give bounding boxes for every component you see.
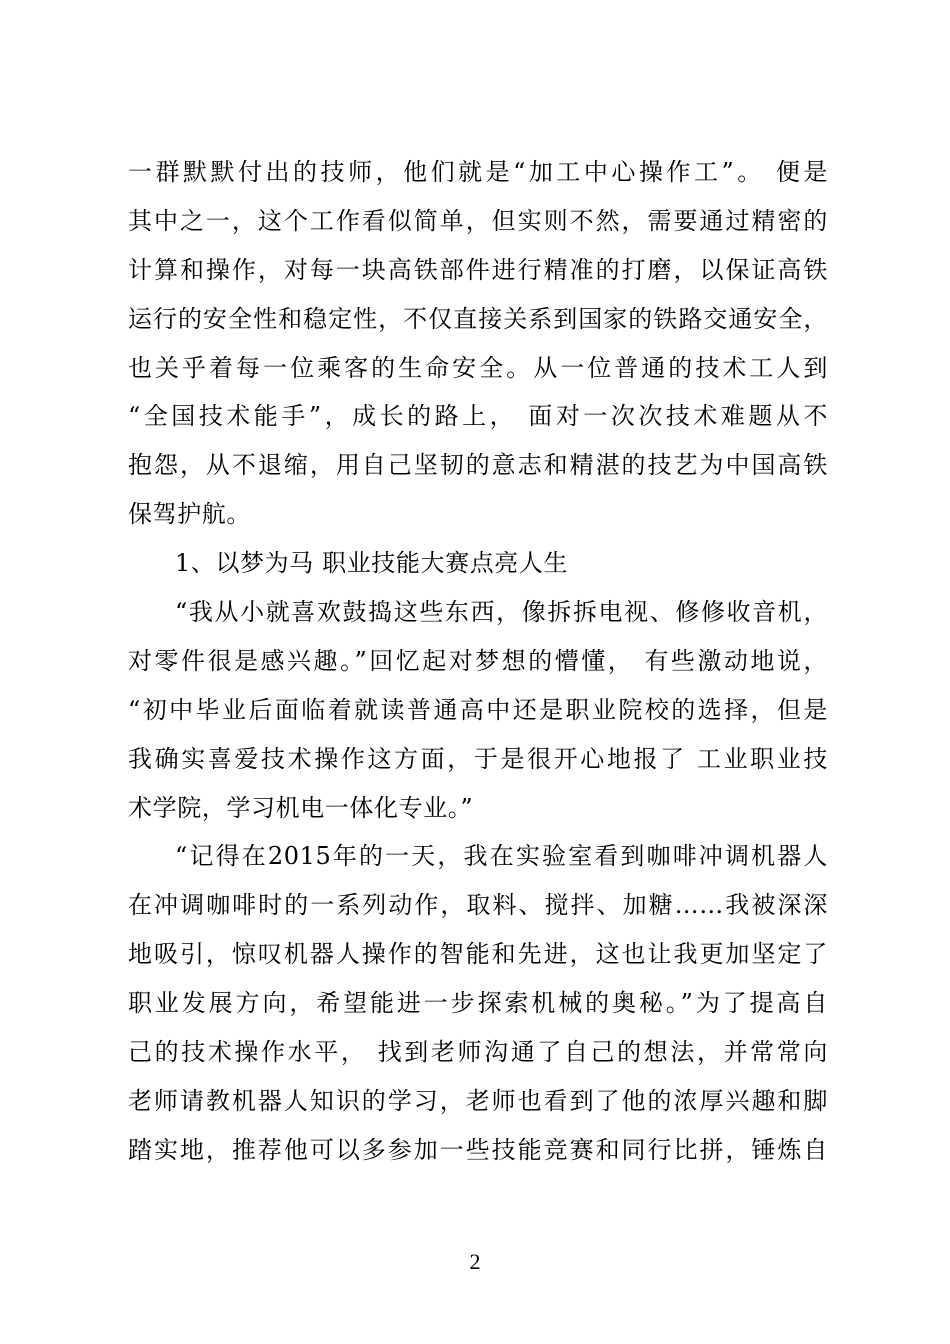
text-line: 也关乎着每一位乘客的生命安全。从一位普通的技术工人到 <box>128 353 828 382</box>
body-text <box>128 148 828 1175</box>
text-line: 在冲调咖啡时的一系列动作，取料、搅拌、加糖……我被深深 <box>128 891 828 920</box>
text-line: 踏实地，推荐他可以多参加一些技能竞赛和同行比拼，锤炼自 <box>128 1135 828 1164</box>
text-line: 术学院，学习机电一体化专业。” <box>128 793 474 822</box>
text-line: 运行的安全性和稳定性，不仅直接关系到国家的铁路交通安全， <box>128 304 828 333</box>
text-line: “我从小就喜欢鼓捣这些东西，像拆拆电视、修修收音机， <box>175 598 828 627</box>
text-line: “全国技术能手”，成长的路上， 面对一次次技术难题从不 <box>128 402 828 431</box>
text-line: 职业发展方向，希望能进一步探索机械的奥秘。”为了提高自 <box>128 989 828 1018</box>
page-number: 2 <box>469 1249 481 1274</box>
text-line: 其中之一，这个工作看似简单，但实则不然，需要通过精密的 <box>128 206 828 235</box>
text-line: 抱怨，从不退缩，用自己坚韧的意志和精湛的技艺为中国高铁 <box>128 451 828 480</box>
text-line: 己的技术操作水平， 找到老师沟通了自己的想法，并常常向 <box>128 1038 828 1067</box>
text-line: 保驾护航。 <box>128 500 251 529</box>
text-line: 对零件很是感兴趣。”回忆起对梦想的懵懂， 有些激动地说， <box>128 646 828 675</box>
text-line: 地吸引，惊叹机器人操作的智能和先进，这也让我更加坚定了 <box>128 940 828 969</box>
text-line: “初中毕业后面临着就读普通高中还是职业院校的选择，但是 <box>128 695 828 724</box>
text-line: 一群默默付出的技师，他们就是“加工中心操作工”。 便是 <box>128 158 828 186</box>
text-line: “记得在2015年的一天，我在实验室看到咖啡冲调机器人 <box>175 842 828 871</box>
section-heading: 1、以梦为马 职业技能大赛点亮人生 <box>175 549 569 578</box>
text-line: 老师请教机器人知识的学习，老师也看到了他的浓厚兴趣和脚 <box>128 1086 828 1115</box>
text-line: 我确实喜爱技术操作这方面，于是很开心地报了 工业职业技 <box>128 744 828 773</box>
text-line: 计算和操作，对每一块高铁部件进行精准的打磨，以保证高铁 <box>128 255 828 284</box>
